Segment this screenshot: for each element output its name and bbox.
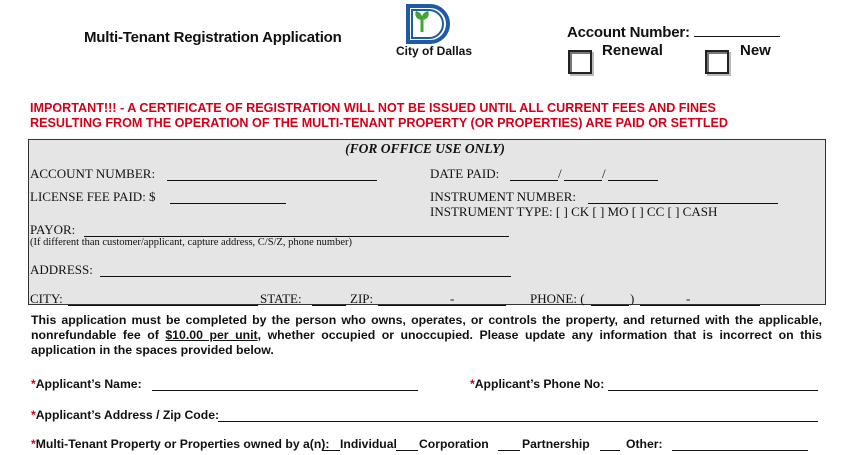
required-asterisk: * [31,437,36,451]
applicant-address-text: Applicant’s Address / Zip Code: [35,408,220,422]
applicant-name-line[interactable] [152,390,418,391]
important-notice [30,101,830,131]
important-line-1: IMPORTANT!!! - A CERTIFICATE OF REGISTRATION WILL NOT BE ISSUED UNTIL ALL CURRENT FEES AND FINES [30,101,716,115]
state-label: STATE: [260,291,302,306]
fee-amount: $10.00 per unit [165,328,258,342]
ownership-type-label [31,437,329,451]
account-number-field[interactable] [567,22,780,41]
office-use-title: (FOR OFFICE USE ONLY) [345,141,505,156]
individual-blank[interactable] [322,450,340,451]
new-checkbox[interactable] [705,50,729,74]
corporation-blank[interactable] [396,450,418,451]
instrument-number-label: INSTRUMENT NUMBER: [430,189,577,204]
zip-label: ZIP: [350,291,374,306]
city-of-dallas-logo [382,2,462,46]
city-label: CITY: [30,291,63,306]
applicant-phone-label [470,377,604,391]
account-number-label: Account Number: [567,24,690,41]
license-fee-line[interactable] [170,203,286,204]
phone-label: PHONE: ( [530,291,585,306]
renewal-label: Renewal [602,42,663,59]
form-title: Multi-Tenant Registration Application [84,29,342,46]
ownership-type-text: Multi-Tenant Property or Properties owned by a(n): [35,437,330,451]
required-asterisk: * [31,377,36,391]
office-account-number-label: ACCOUNT NUMBER: [30,166,156,181]
instructions-paragraph [31,313,822,358]
date-paid-month-line[interactable] [510,180,558,181]
zip-dash: - [450,291,455,306]
address-line[interactable] [100,276,511,277]
license-fee-label: LICENSE FEE PAID: $ [30,189,156,204]
other-blank[interactable] [600,450,620,451]
office-account-number-line[interactable] [167,180,377,181]
payor-label: PAYOR: [30,222,76,237]
applicant-phone-line[interactable] [608,390,818,391]
option-other: Other: [626,437,663,451]
option-individual: Individual [340,437,397,451]
phone-area-code-line[interactable] [591,305,629,306]
address-label: ADDRESS: [30,262,93,277]
option-partnership: Partnership [522,437,590,451]
payor-note: (If different than customer/applicant, capture address, C/S/Z, phone number) [30,237,352,248]
phone-number-line[interactable] [640,305,760,306]
city-name: City of Dallas [396,44,473,58]
new-label: New [740,42,771,59]
partnership-blank[interactable] [498,450,520,451]
zip-line[interactable] [378,305,506,306]
date-separator: / [602,166,606,181]
applicant-address-line[interactable] [218,421,818,422]
date-separator: / [558,166,562,181]
office-use-box [28,139,826,305]
required-asterisk: * [470,377,475,391]
instructions-text: This application must be completed by the person who owns, operates, or controls the property, and returned with the applicable, nonrefundable fee of [31,313,822,342]
date-paid-label: DATE PAID: [430,166,500,181]
option-corporation: Corporation [419,437,489,451]
date-paid-day-line[interactable] [564,180,602,181]
phone-dash: - [686,291,691,306]
city-line[interactable] [68,305,258,306]
applicant-address-label [31,408,219,422]
important-line-2: RESULTING FROM THE OPERATION OF THE MULTI-TENANT PROPERTY (OR PROPERTIES) ARE PAID OR SETTLED [30,116,729,130]
instrument-type-options[interactable]: INSTRUMENT TYPE: [ ] CK [ ] MO [ ] CC [ ] CASH [430,204,718,219]
applicant-name-label [31,377,142,391]
account-number-line[interactable] [694,22,780,37]
instructions-text-cont: , whether occupied or unoccupied. Please update any information that is incorrect on this application in the spaces provided below. [31,328,822,357]
other-specify-line[interactable] [672,450,808,451]
applicant-name-text: Applicant’s Name: [35,377,142,391]
state-line[interactable] [312,305,346,306]
date-paid-year-line[interactable] [608,180,658,181]
renewal-checkbox[interactable] [568,50,592,74]
phone-paren: ) [630,291,635,306]
required-asterisk: * [31,408,36,422]
applicant-phone-text: Applicant’s Phone No: [474,377,605,391]
